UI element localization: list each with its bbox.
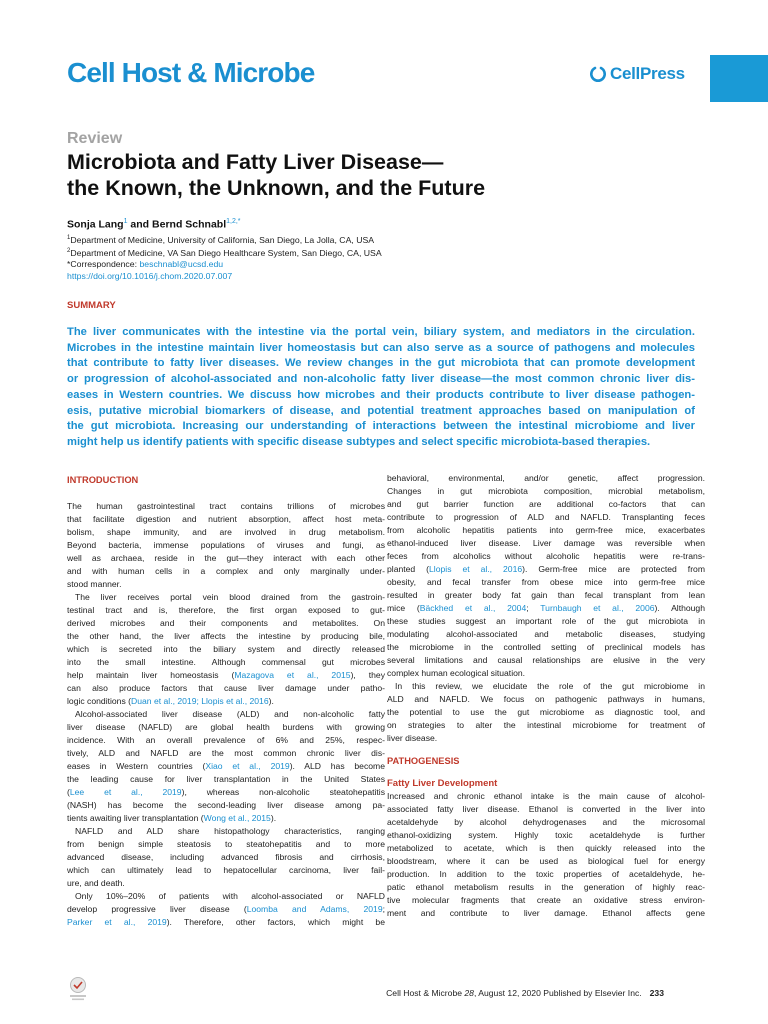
- text-run: Increased and chronic ethanol intake is the main cause of alcohol-: [387, 791, 705, 801]
- citation-link[interactable]: Turnbaugh et al., 2006: [540, 603, 655, 613]
- text-run: ). ALD has become: [289, 761, 385, 771]
- text-run: and with human cells in a complex and only marginally under-: [67, 566, 385, 576]
- text-run: well as archaea, reside in the gut—they interact with each other: [67, 553, 385, 563]
- text-run: tive molecular fragments that create an oxidative stress environ-: [387, 895, 705, 905]
- text-run: these studies suggest an important role of the gut microbiota in: [387, 616, 705, 626]
- body-line: [387, 524, 705, 537]
- author-2[interactable]: Bernd Schnabl: [152, 218, 227, 231]
- body-line: [67, 838, 385, 851]
- body-line: [67, 591, 385, 604]
- text-run: that facilitate digestion and nutrient absorption, affect host meta-: [67, 514, 385, 524]
- summary-line: the gut microbiota. Increasing our understanding of interactions between the intestinal microbiome and liver: [67, 420, 695, 433]
- body-line: [67, 916, 385, 929]
- text-run: In this review, we elucidate the role of the gut microbiome in: [395, 681, 705, 691]
- text-run: ).: [268, 696, 274, 706]
- body-line: [67, 812, 385, 825]
- body-line: [387, 803, 705, 816]
- body-line: [387, 907, 705, 920]
- body-line: [387, 829, 705, 842]
- body-line: [387, 589, 705, 602]
- author-1[interactable]: Sonja Lang: [67, 218, 124, 231]
- publisher-name: CellPress: [610, 64, 685, 83]
- body-line: [67, 617, 385, 630]
- text-run: tients awaiting liver transplantation (: [67, 813, 204, 823]
- text-run: tively, ALD and NAFLD are the most common chronic liver dis-: [67, 748, 385, 758]
- correspondence-email-link[interactable]: beschnabl@ucsd.edu: [139, 259, 224, 270]
- body-line: [67, 513, 385, 526]
- cellpress-mark-icon: [588, 64, 608, 84]
- citation-link[interactable]: Wong et al., 2015: [203, 813, 271, 823]
- text-run: modulating alcohol-associated and metabolic diseases, studying: [387, 629, 705, 639]
- body-line: [67, 864, 385, 877]
- body-line: [67, 682, 385, 695]
- body-line: [67, 565, 385, 578]
- body-line: [387, 576, 705, 589]
- text-run: develop progressive liver disease (: [67, 904, 247, 914]
- author-1-affil[interactable]: 1: [123, 218, 128, 225]
- text-run: from alcoholic hepatitis patients into germ-free mice, exacerbates: [387, 525, 705, 535]
- text-run: ), whereas non-alcoholic steatohepatitis: [181, 787, 386, 797]
- summary-abstract: [67, 325, 695, 451]
- citation-link[interactable]: Loomba and Adams, 2019: [246, 904, 383, 914]
- text-run: ).: [270, 813, 277, 823]
- body-line: [387, 842, 705, 855]
- body-line: [387, 706, 705, 719]
- article-title: [67, 149, 707, 201]
- body-line: [387, 680, 705, 693]
- text-run: ;: [382, 904, 385, 914]
- text-run: ), they: [350, 670, 385, 680]
- text-run: (: [67, 787, 70, 797]
- text-run: which can ultimately lead to hepatocellular carcinoma, liver fail-: [67, 865, 385, 875]
- text-run: which is secreted into the biliary system and directly released: [67, 644, 385, 654]
- body-line: [387, 563, 705, 576]
- body-line: [387, 615, 705, 628]
- body-line: [67, 552, 385, 565]
- text-run: associated fatty liver disease. Ethanol is converted in the liver into: [387, 804, 705, 814]
- body-line: [67, 630, 385, 643]
- summary-heading: SUMMARY: [67, 300, 116, 311]
- text-run: obesity, and fecal transfer from obese mice into germ-free mice: [387, 577, 705, 587]
- text-run: the potential to use the gut microbiome as diagnostic tool, and: [387, 707, 705, 717]
- text-run: The liver receives portal vein blood drained from the gastroin-: [75, 592, 385, 602]
- body-line: [67, 539, 385, 552]
- text-run: ). Although: [654, 603, 705, 613]
- cellpress-logo[interactable]: [588, 64, 685, 84]
- citation-link[interactable]: Bäckhed et al., 2004: [419, 603, 527, 613]
- right-column: [387, 472, 705, 920]
- text-run: ;: [526, 603, 541, 613]
- text-run: resulted in greater body fat gain than fecal transplant from lean: [387, 590, 705, 600]
- summary-line: eases in Western countries. We discuss how microbes and their products contribute to liver disease pathogen-: [67, 388, 695, 401]
- text-run: ethanol-induced liver disease. Liver damage was reversible when: [387, 538, 705, 548]
- journal-color-tab: [710, 55, 768, 102]
- citation-link[interactable]: Llopis et al., 2016: [429, 564, 523, 574]
- body-line: [387, 472, 705, 485]
- footer-citation-prefix: Cell Host & Microbe: [386, 988, 465, 998]
- text-run: ethanol-oxidizing system. Highly toxic acetaldehyde is further: [387, 830, 705, 840]
- body-line: [67, 500, 385, 513]
- text-run: Beyond bacteria, immense populations of viruses and fungi, as: [67, 540, 385, 550]
- text-run: on strategies to alter the intestinal microbiome for treatment of: [387, 720, 705, 730]
- body-line: [67, 643, 385, 656]
- body-line: [67, 825, 385, 838]
- body-line: [67, 669, 385, 682]
- doi-link[interactable]: https://doi.org/10.1016/j.chom.2020.07.007: [67, 270, 233, 281]
- text-run: logic conditions (: [67, 696, 132, 706]
- citation-link[interactable]: Duan et al., 2019; Llopis et al., 2016: [131, 696, 269, 706]
- text-run: the other hand, the liver affects the intestine by producing bile,: [67, 631, 385, 641]
- introduction-body: [67, 500, 385, 929]
- citation-link[interactable]: Lee et al., 2019: [69, 787, 182, 797]
- body-line: [387, 654, 705, 667]
- left-column: [67, 472, 385, 929]
- body-line: [387, 485, 705, 498]
- page-number: 233: [649, 988, 664, 998]
- text-run: into the small intestine. Although commensal gut microbes: [67, 657, 385, 667]
- body-line: [387, 816, 705, 829]
- body-line: [67, 799, 385, 812]
- author-list: [67, 218, 241, 231]
- summary-line: The liver communicates with the intestine via the portal vein, biliary system, and mediators in the circulation.: [67, 326, 695, 338]
- text-run: the microbiome in the controlled setting of preclinical models has: [387, 642, 705, 652]
- summary-line: Microbes in the intestine maintain liver homeostasis but can also serve as a source of pathogens and molecules: [67, 341, 695, 354]
- body-line: [387, 498, 705, 511]
- text-run: ment and contribute to liver damage. Ethanol affects gene: [387, 908, 705, 918]
- check-for-updates-icon[interactable]: [67, 976, 89, 1002]
- text-run: planted (: [387, 564, 430, 574]
- body-line: [67, 747, 385, 760]
- text-run: ). Therefore, other factors, which might be: [166, 917, 385, 927]
- text-run: feces from alcoholics without alcoholic hepatitis were re-trans-: [387, 551, 705, 561]
- text-run: eases in Western countries (: [67, 761, 206, 771]
- footer-citation-suffix: , August 12, 2020 Published by Elsevier Inc.: [473, 988, 642, 998]
- text-run: patic ethanol metabolism results in the generation of highly reac-: [387, 882, 705, 892]
- article-type: Review: [67, 130, 123, 147]
- text-run: metabolized to acetate, which is then quickly released into the: [387, 843, 705, 853]
- body-line: [387, 641, 705, 654]
- body-line: [387, 868, 705, 881]
- text-run: can also produce factors that cause liver damage under patho-: [67, 683, 385, 693]
- body-line: [67, 851, 385, 864]
- text-run: liver disease.: [387, 733, 438, 743]
- body-line: [387, 550, 705, 563]
- correspondence: *Correspondence: beschnabl@ucsd.edu: [67, 259, 224, 270]
- body-line: [67, 760, 385, 773]
- introduction-continued-body: [387, 472, 705, 745]
- body-line: [387, 537, 705, 550]
- footer-volume: 28: [464, 988, 474, 998]
- summary-line: that contribute to fatty liver diseases. We review changes in the gut microbiota that can promote development: [67, 357, 695, 370]
- text-run: Only 10%–20% of patients with alcohol-associated or NAFLD: [75, 891, 385, 901]
- text-run: Changes in gut microbiota composition, microbial metabolism,: [387, 486, 705, 496]
- body-line: [387, 790, 705, 803]
- text-run: mice (: [387, 603, 420, 613]
- body-line: [67, 604, 385, 617]
- text-run: ALD and NAFLD. We focus on pathogenic pathways in humans,: [387, 694, 705, 704]
- body-line: [387, 693, 705, 706]
- body-line: [387, 719, 705, 732]
- text-run: the leading cause for liver transplantation in the United States: [67, 774, 385, 784]
- text-run: several limitations and causal relationships are elusive in the very: [387, 655, 705, 665]
- title-line-2: the Known, the Unknown, and the Future: [67, 176, 486, 200]
- text-run: Alcohol-associated liver disease (ALD) and non-alcoholic fatty: [75, 709, 385, 719]
- introduction-heading: INTRODUCTION: [67, 475, 139, 485]
- journal-title[interactable]: Cell Host & Microbe: [67, 57, 315, 88]
- affiliation-1: $^1$Department of Medicine, University of California, San Diego, La Jolla, CA, USA: [67, 234, 375, 245]
- affiliations: [67, 233, 382, 282]
- text-run: NAFLD and ALD share histopathology characteristics, ranging: [75, 826, 385, 836]
- text-run: derived microbes and their components and metabolites. On: [67, 618, 385, 628]
- text-run: bloodstream, where it can be used as biological fuel for energy: [387, 856, 705, 866]
- title-line-1: Microbiota and Fatty Liver Disease—: [67, 150, 444, 174]
- pathogenesis-heading: PATHOGENESIS: [387, 756, 460, 766]
- body-line: [67, 877, 385, 890]
- body-line: [387, 628, 705, 641]
- pathogenesis-body: [387, 790, 705, 920]
- text-run: acetaldehyde by alcohol dehydrogenases and the microsomal: [387, 817, 705, 827]
- summary-line: esis, putative microbial biomarkers of disease, and potential treatment approaches based on manipulation of: [67, 404, 695, 417]
- body-line: [67, 903, 385, 916]
- body-line: [387, 667, 705, 680]
- body-line: [67, 695, 385, 708]
- text-run: from benign simple steatosis to steatohepatitis and to more: [67, 839, 385, 849]
- affiliation-2: $^2$Department of Medicine, VA San Diego Healthcare System, San Diego, CA, USA: [67, 248, 382, 259]
- page-footer: [386, 988, 664, 998]
- body-line: [67, 786, 385, 799]
- body-line: [387, 732, 705, 745]
- body-line: [387, 511, 705, 524]
- summary-line: or progression of alcohol-associated and non-alcoholic fatty liver disease—the most common chronic liver dis-: [67, 373, 695, 386]
- body-line: [67, 656, 385, 669]
- citation-link[interactable]: Xiao et al., 2019: [205, 761, 290, 771]
- text-run: The human gastrointestinal tract contains trillions of microbes: [67, 501, 385, 511]
- body-line: [67, 578, 385, 591]
- body-line: [67, 734, 385, 747]
- text-run: incidence. With an overall prevalence of 6% and 25%, respec-: [67, 735, 385, 745]
- body-line: [387, 881, 705, 894]
- text-run: and gut barrier function are additional co-factors that can: [387, 499, 705, 509]
- body-line: [387, 855, 705, 868]
- text-run: (NASH) has become the second-leading liver disease among pa-: [67, 800, 385, 810]
- text-run: testinal tract and is, therefore, the first organ exposed to gut-: [67, 605, 385, 615]
- citation-link[interactable]: Parker et al., 2019: [67, 917, 167, 927]
- text-run: contribute to progression of ALD and NAFLD. Transplanting feces: [387, 512, 705, 522]
- author-2-affil[interactable]: 1,2,*: [226, 218, 241, 225]
- author-conjunction: and: [127, 218, 153, 231]
- body-line: [387, 894, 705, 907]
- summary-line: might help us identify patients with specific disease subtypes and select specific microbiota-based therapies.: [67, 435, 651, 448]
- body-line: [67, 773, 385, 786]
- text-run: advanced disease, including advanced fibrosis and cirrhosis,: [67, 852, 385, 862]
- text-run: bolism, shape immunity, and are involved in drug metabolism.: [67, 527, 385, 537]
- citation-link[interactable]: Mazagova et al., 2015: [234, 670, 351, 680]
- text-run: help maintain liver homeostasis (: [67, 670, 235, 680]
- body-line: [67, 721, 385, 734]
- text-run: ure, and death.: [67, 878, 125, 888]
- text-run: ). Germ-free mice are protected from: [522, 564, 705, 574]
- text-run: behavioral, environmental, and/or genetic, affect progression.: [387, 473, 705, 483]
- fatty-liver-development-subheading: Fatty Liver Development: [387, 778, 498, 789]
- text-run: liver disease (NAFLD) are global health burdens with growing: [67, 722, 385, 732]
- body-line: [67, 708, 385, 721]
- text-run: production. In addition to the toxic properties of acetaldehyde, he-: [387, 869, 705, 879]
- body-line: [387, 602, 705, 615]
- text-run: stood manner.: [67, 579, 122, 589]
- text-run: complex human ecological situation.: [387, 668, 526, 678]
- body-line: [67, 526, 385, 539]
- body-line: [67, 890, 385, 903]
